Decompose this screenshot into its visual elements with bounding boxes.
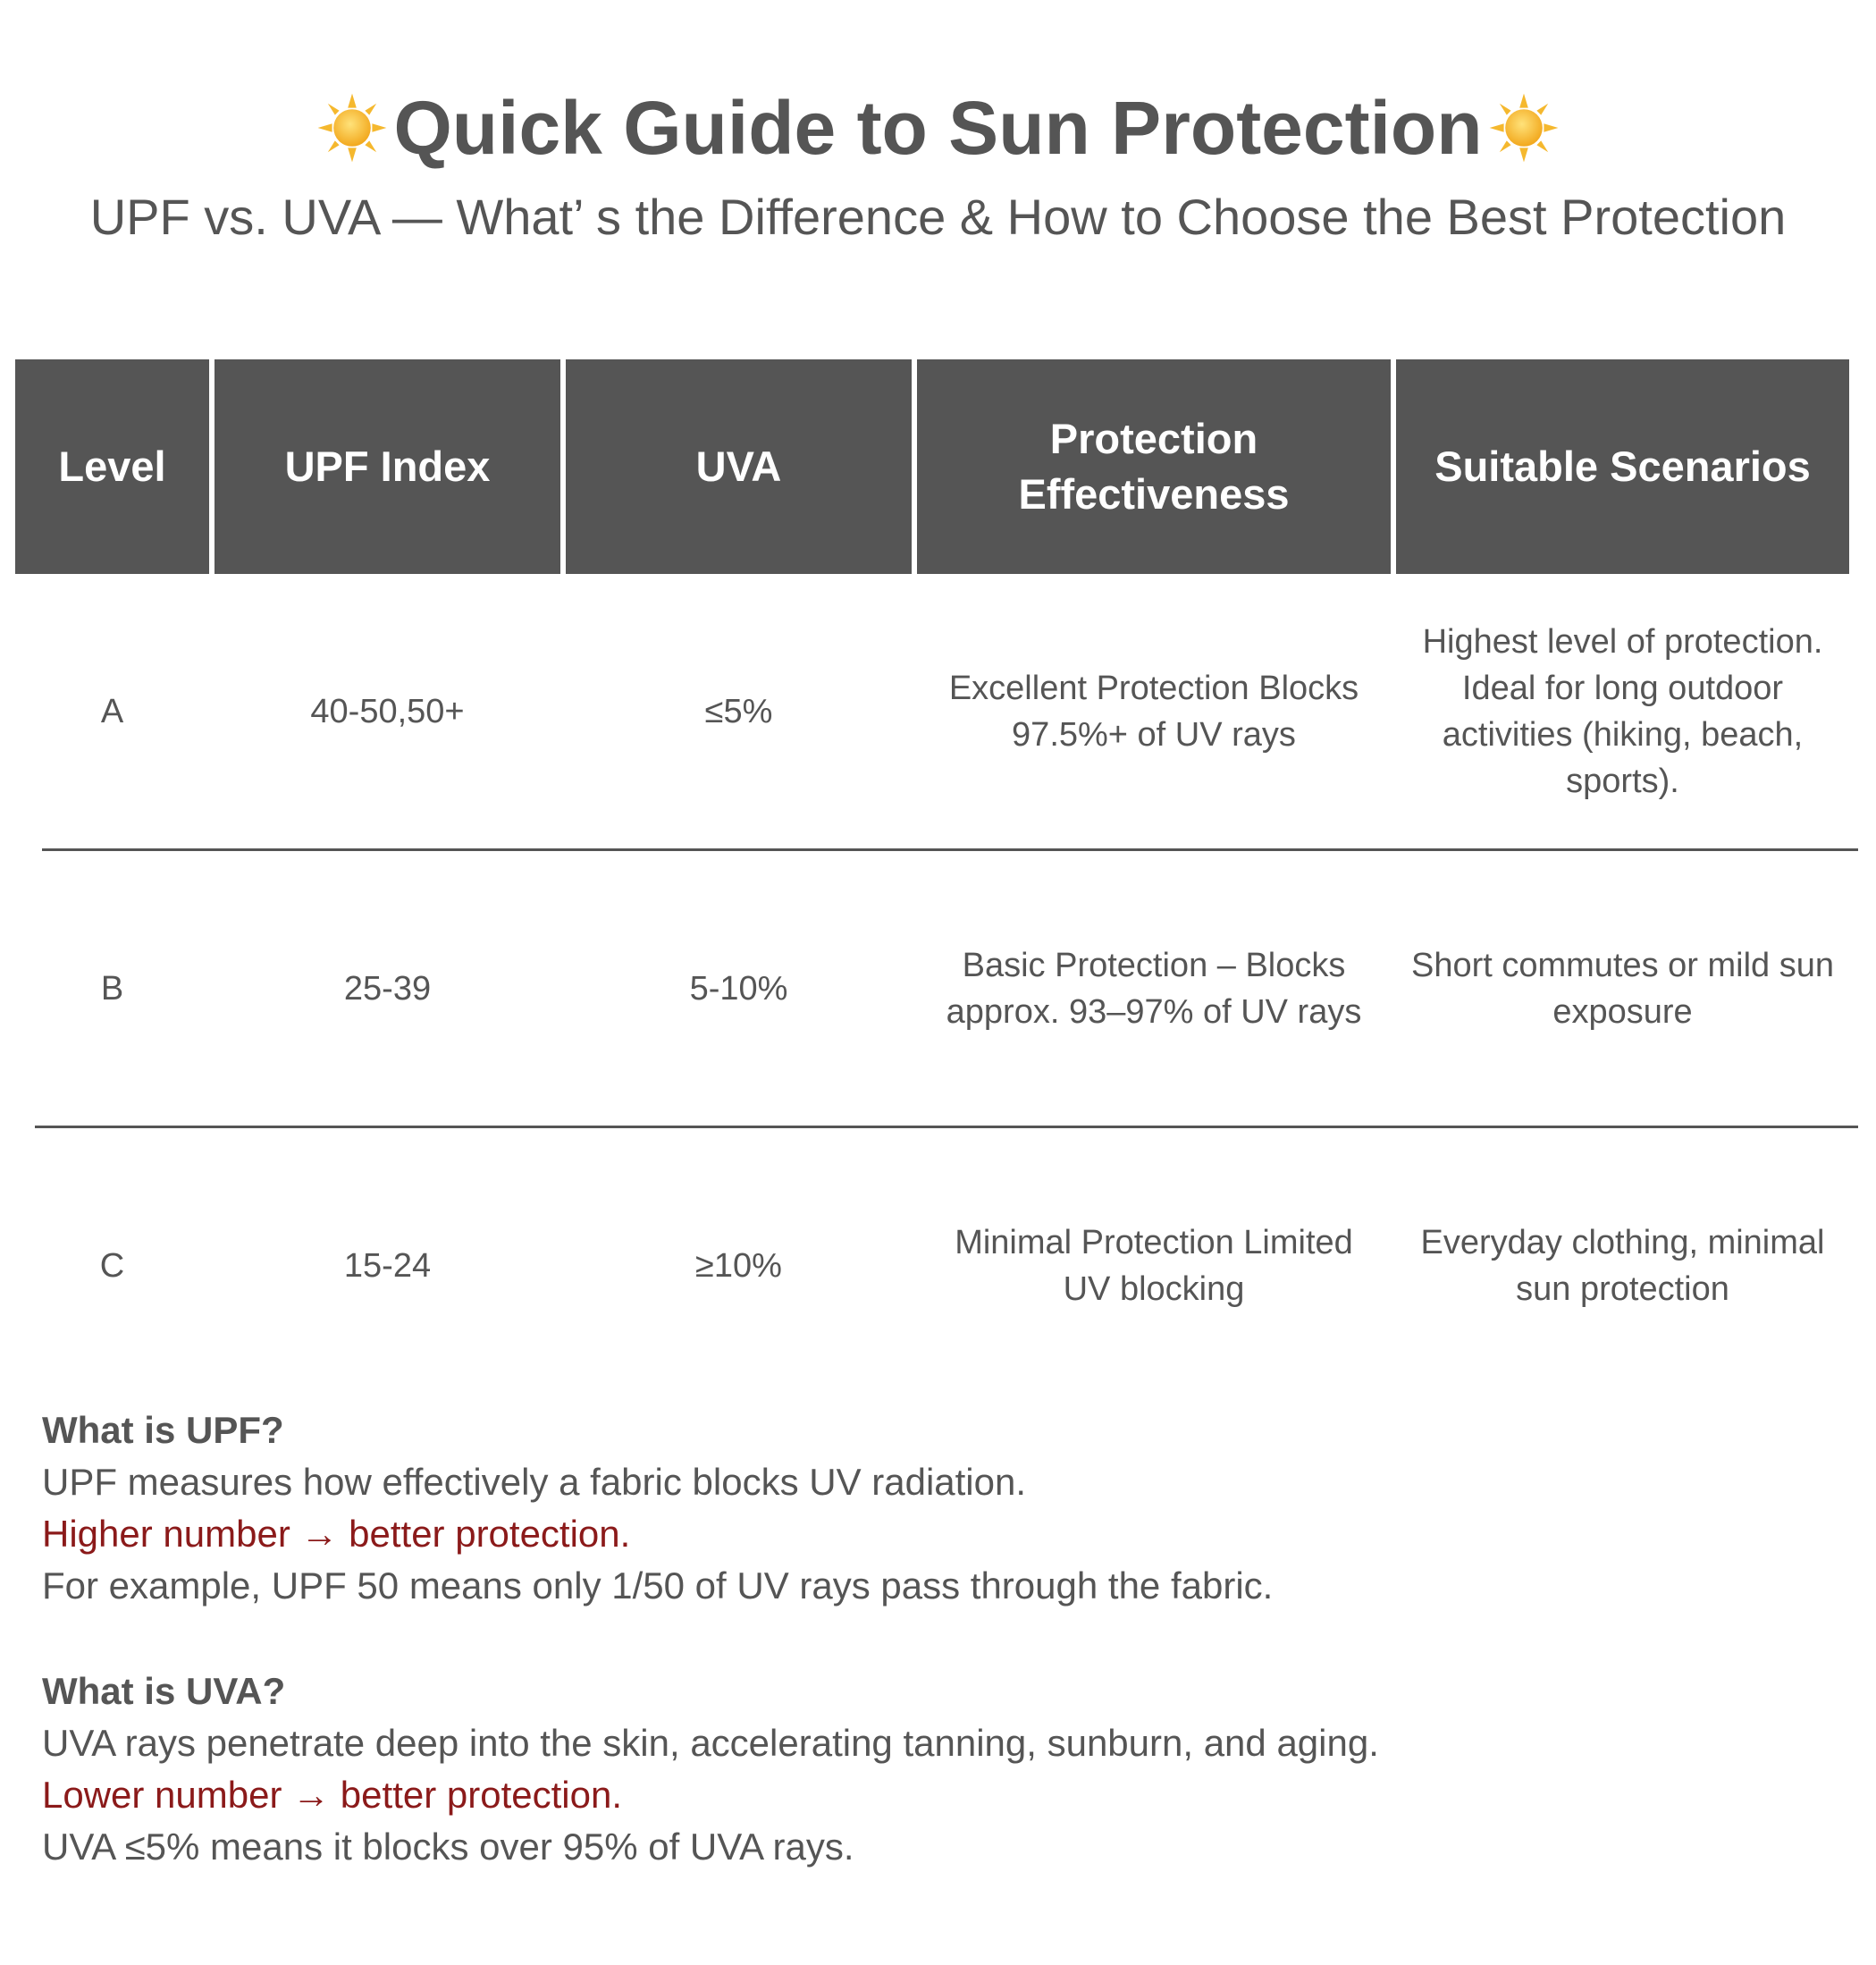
upf-highlight: Higher number → better protection. — [42, 1513, 631, 1555]
cell-level: B — [100, 970, 124, 1008]
page-title: Quick Guide to Sun Protection — [393, 85, 1483, 170]
uva-heading: What is UVA? — [42, 1670, 286, 1712]
uva-example: UVA ≤5% means it blocks over 95% of UVA rays. — [42, 1826, 854, 1868]
page-title-row — [0, 79, 1876, 177]
cell-protection-effectiveness: Excellent Protection Blocks 97.5%+ of UV rays — [948, 670, 1359, 754]
cell-uva: 5-10% — [689, 970, 788, 1008]
uva-highlight: Lower number → better protection. — [42, 1774, 622, 1816]
cell-suitable-scenarios: Short commutes or mild sun exposure — [1410, 947, 1835, 1031]
cell-suitable-scenarios: Highest level of protection. Ideal for long outdoor activities (hiking, beach, sports). — [1422, 623, 1823, 800]
column-header-uva: UVA — [566, 359, 912, 574]
cell-protection-effectiveness: Basic Protection – Blocks approx. 93–97% of UV rays — [946, 947, 1362, 1031]
uva-explanation — [42, 1666, 1830, 1873]
uva-description: UVA rays penetrate deep into the skin, accelerating tanning, sunburn, and aging. — [42, 1722, 1379, 1764]
upf-example: For example, UPF 50 means only 1/50 of UV rays pass through the fabric. — [42, 1564, 1274, 1607]
cell-upf-index: 15-24 — [343, 1247, 432, 1285]
cell-upf-index: 25-39 — [343, 970, 432, 1008]
page-subtitle: UPF vs. UVA — What’ s the Difference & How to Choose the Best Protection — [89, 189, 1787, 245]
column-header-suitable-scenarios: Suitable Scenarios — [1396, 359, 1849, 574]
cell-uva: ≥10% — [695, 1247, 782, 1285]
upf-explanation — [42, 1404, 1830, 1612]
upf-heading: What is UPF? — [42, 1409, 284, 1451]
column-header-level: Level — [15, 359, 209, 574]
cell-upf-index: 40-50,50+ — [310, 693, 465, 730]
cell-suitable-scenarios: Everyday clothing, minimal sun protection — [1420, 1224, 1825, 1308]
upf-description: UPF measures how effectively a fabric blocks UV radiation. — [42, 1461, 1027, 1503]
cell-level: A — [100, 693, 124, 730]
cell-uva: ≤5% — [704, 693, 773, 730]
cell-protection-effectiveness: Minimal Protection Limited UV blocking — [955, 1224, 1353, 1308]
sun-icon — [316, 92, 388, 164]
cell-level: C — [99, 1247, 125, 1285]
column-header-protection-effectiveness: Protection Effectiveness — [917, 359, 1391, 574]
column-header-upf-index: UPF Index — [215, 359, 560, 574]
sun-icon — [1488, 92, 1560, 164]
